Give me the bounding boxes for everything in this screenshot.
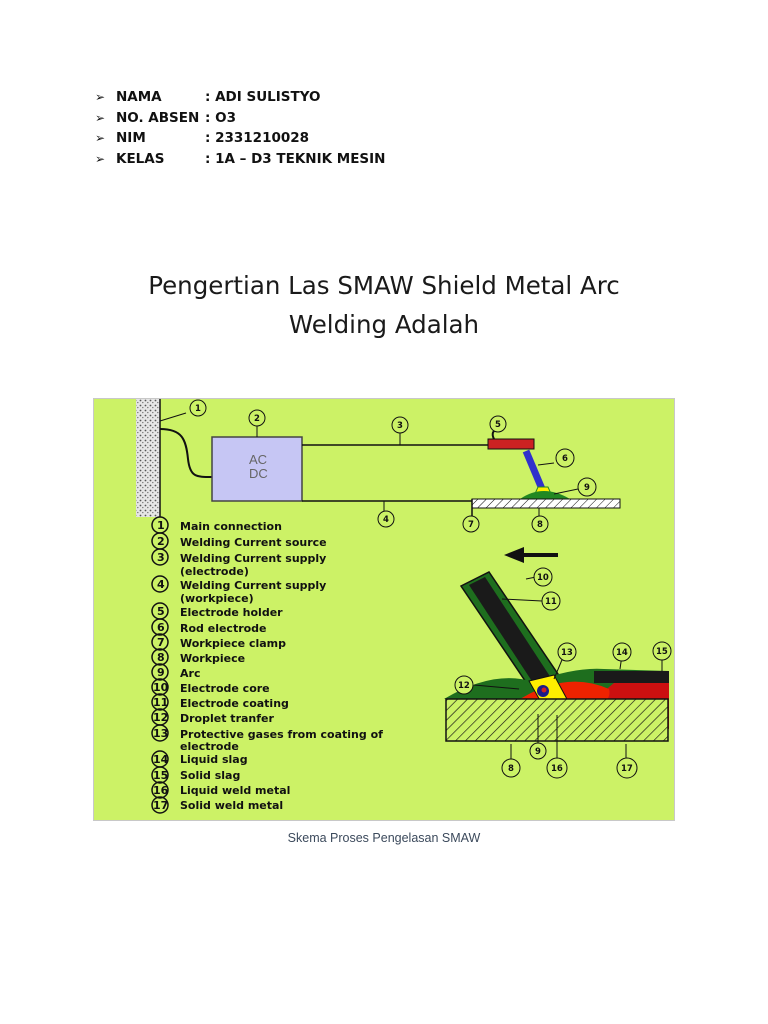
- arrow-bullet-icon: ➢: [95, 151, 106, 166]
- callout: [463, 516, 479, 532]
- svg-text:12: 12: [458, 681, 470, 691]
- svg-text:Workpiece: Workpiece: [180, 652, 246, 665]
- svg-text:2: 2: [157, 535, 165, 548]
- callout: [558, 643, 576, 661]
- legend-item: [180, 740, 239, 753]
- legend-item: [152, 634, 286, 650]
- svg-text:14: 14: [616, 648, 628, 658]
- svg-text:Protective gases from coating: Protective gases from coating of: [180, 728, 383, 741]
- svg-text:4: 4: [383, 515, 389, 525]
- legend-item: [180, 592, 254, 605]
- legend-item: [152, 751, 248, 767]
- svg-text:11: 11: [153, 696, 169, 709]
- legend-item: [152, 679, 270, 695]
- svg-text:Liquid weld metal: Liquid weld metal: [180, 784, 291, 797]
- legend-item: [152, 603, 283, 619]
- svg-text:Liquid slag: Liquid slag: [180, 753, 248, 766]
- callout: [392, 417, 408, 433]
- info-value: : ADI SULISTYO: [205, 89, 321, 105]
- legend-item: [152, 767, 240, 783]
- svg-text:9: 9: [157, 666, 165, 679]
- machine-label-ac: AC: [249, 452, 268, 467]
- legend-item: [152, 533, 327, 549]
- svg-text:13: 13: [561, 648, 573, 658]
- legend-item: [152, 782, 290, 798]
- svg-text:4: 4: [157, 578, 165, 591]
- workpiece-small: [472, 499, 620, 508]
- callout: [455, 676, 473, 694]
- svg-text:Main connection: Main connection: [180, 520, 282, 533]
- page-title: [90, 266, 678, 344]
- callout: [530, 743, 546, 759]
- svg-text:Droplet tranfer: Droplet tranfer: [180, 712, 274, 725]
- svg-text:Electrode core: Electrode core: [180, 682, 270, 695]
- legend-item: [152, 649, 245, 665]
- callout: [502, 759, 520, 777]
- callout: [378, 511, 394, 527]
- electrode-holder: [488, 439, 534, 449]
- info-label: NIM: [116, 130, 146, 146]
- svg-text:Solid slag: Solid slag: [180, 769, 241, 782]
- svg-text:14: 14: [153, 753, 169, 766]
- callout: [249, 410, 265, 426]
- legend-item: [152, 549, 326, 565]
- svg-text:(workpiece): (workpiece): [180, 592, 254, 605]
- arrow-bullet-icon: ➢: [95, 90, 106, 104]
- svg-text:3: 3: [157, 551, 165, 564]
- svg-text:5: 5: [157, 605, 165, 618]
- info-label: KELAS: [116, 150, 165, 167]
- callout: [547, 758, 567, 778]
- svg-text:17: 17: [153, 799, 169, 812]
- svg-text:11: 11: [545, 597, 557, 607]
- svg-text:8: 8: [537, 520, 543, 530]
- info-value: : 2331210028: [205, 130, 310, 146]
- wall: [136, 399, 160, 517]
- callout: [490, 416, 506, 432]
- svg-text:Electrode coating: Electrode coating: [180, 697, 289, 710]
- svg-text:7: 7: [157, 636, 165, 649]
- svg-text:10: 10: [153, 681, 169, 694]
- svg-text:Welding Current supply: Welding Current supply: [180, 552, 327, 565]
- svg-text:electrode: electrode: [180, 740, 239, 753]
- callout: [653, 642, 671, 660]
- callout: [534, 568, 552, 586]
- callout: [542, 592, 560, 610]
- svg-text:Arc: Arc: [180, 667, 201, 680]
- legend-item: [152, 517, 282, 533]
- legend-item: [180, 565, 249, 578]
- svg-text:Electrode holder: Electrode holder: [180, 606, 283, 619]
- callout: [578, 478, 596, 496]
- legend-item: [152, 797, 283, 813]
- title-line-2: Welding Adalah: [288, 310, 480, 339]
- svg-text:17: 17: [621, 764, 633, 774]
- svg-text:(electrode): (electrode): [180, 565, 249, 578]
- svg-text:1: 1: [195, 404, 201, 414]
- info-label: NAMA: [116, 89, 162, 105]
- svg-text:2: 2: [254, 414, 260, 424]
- callout: [617, 758, 637, 778]
- electrode-core: [469, 577, 553, 689]
- svg-text:10: 10: [537, 573, 549, 583]
- svg-text:Solid weld metal: Solid weld metal: [180, 799, 284, 812]
- callout: [532, 516, 548, 532]
- svg-text:8: 8: [508, 764, 514, 774]
- svg-text:6: 6: [157, 621, 165, 634]
- svg-text:6: 6: [562, 454, 568, 464]
- title-line-1: Pengertian Las SMAW Shield Metal Arc: [148, 271, 620, 300]
- legend-item: [152, 725, 383, 741]
- legend-item: [152, 619, 267, 635]
- svg-text:3: 3: [397, 421, 403, 431]
- callout: [190, 400, 206, 416]
- svg-text:7: 7: [468, 520, 474, 530]
- info-value: : O3: [205, 109, 236, 126]
- legend-item: [152, 709, 274, 725]
- svg-text:12: 12: [153, 711, 169, 724]
- svg-text:9: 9: [584, 483, 590, 493]
- svg-text:Welding Current source: Welding Current source: [180, 536, 327, 549]
- machine-label-dc: DC: [249, 466, 268, 481]
- legend-item: [152, 664, 200, 680]
- svg-text:Workpiece clamp: Workpiece clamp: [180, 637, 287, 650]
- svg-text:15: 15: [153, 769, 169, 782]
- arrow-bullet-icon: ➢: [95, 131, 106, 145]
- svg-text:5: 5: [495, 420, 501, 430]
- rod-electrode: [526, 451, 542, 489]
- callout: [556, 449, 574, 467]
- svg-text:9: 9: [535, 747, 541, 757]
- svg-text:16: 16: [153, 784, 169, 797]
- info-label: NO. ABSEN: [116, 109, 200, 126]
- svg-text:15: 15: [656, 647, 668, 657]
- smaw-diagram: [93, 398, 675, 821]
- main-connection-cable: [160, 429, 212, 477]
- diagram-legend: [152, 517, 383, 813]
- svg-text:13: 13: [153, 727, 169, 740]
- info-value: : 1A – D3 TEKNIK MESIN: [205, 150, 386, 167]
- svg-text:Welding Current supply: Welding Current supply: [180, 579, 327, 592]
- legend-item: [152, 694, 289, 710]
- svg-text:1: 1: [157, 519, 165, 532]
- figure-caption: Skema Proses Pengelasan SMAW: [287, 831, 481, 845]
- svg-text:8: 8: [157, 651, 165, 664]
- solid-slag: [594, 671, 669, 683]
- callout: [613, 643, 631, 661]
- legend-item: [152, 576, 326, 592]
- smaw-diagram-svg: [94, 399, 675, 821]
- svg-text:16: 16: [551, 764, 563, 774]
- arrow-bullet-icon: ➢: [95, 110, 106, 125]
- svg-text:Rod electrode: Rod electrode: [180, 622, 267, 635]
